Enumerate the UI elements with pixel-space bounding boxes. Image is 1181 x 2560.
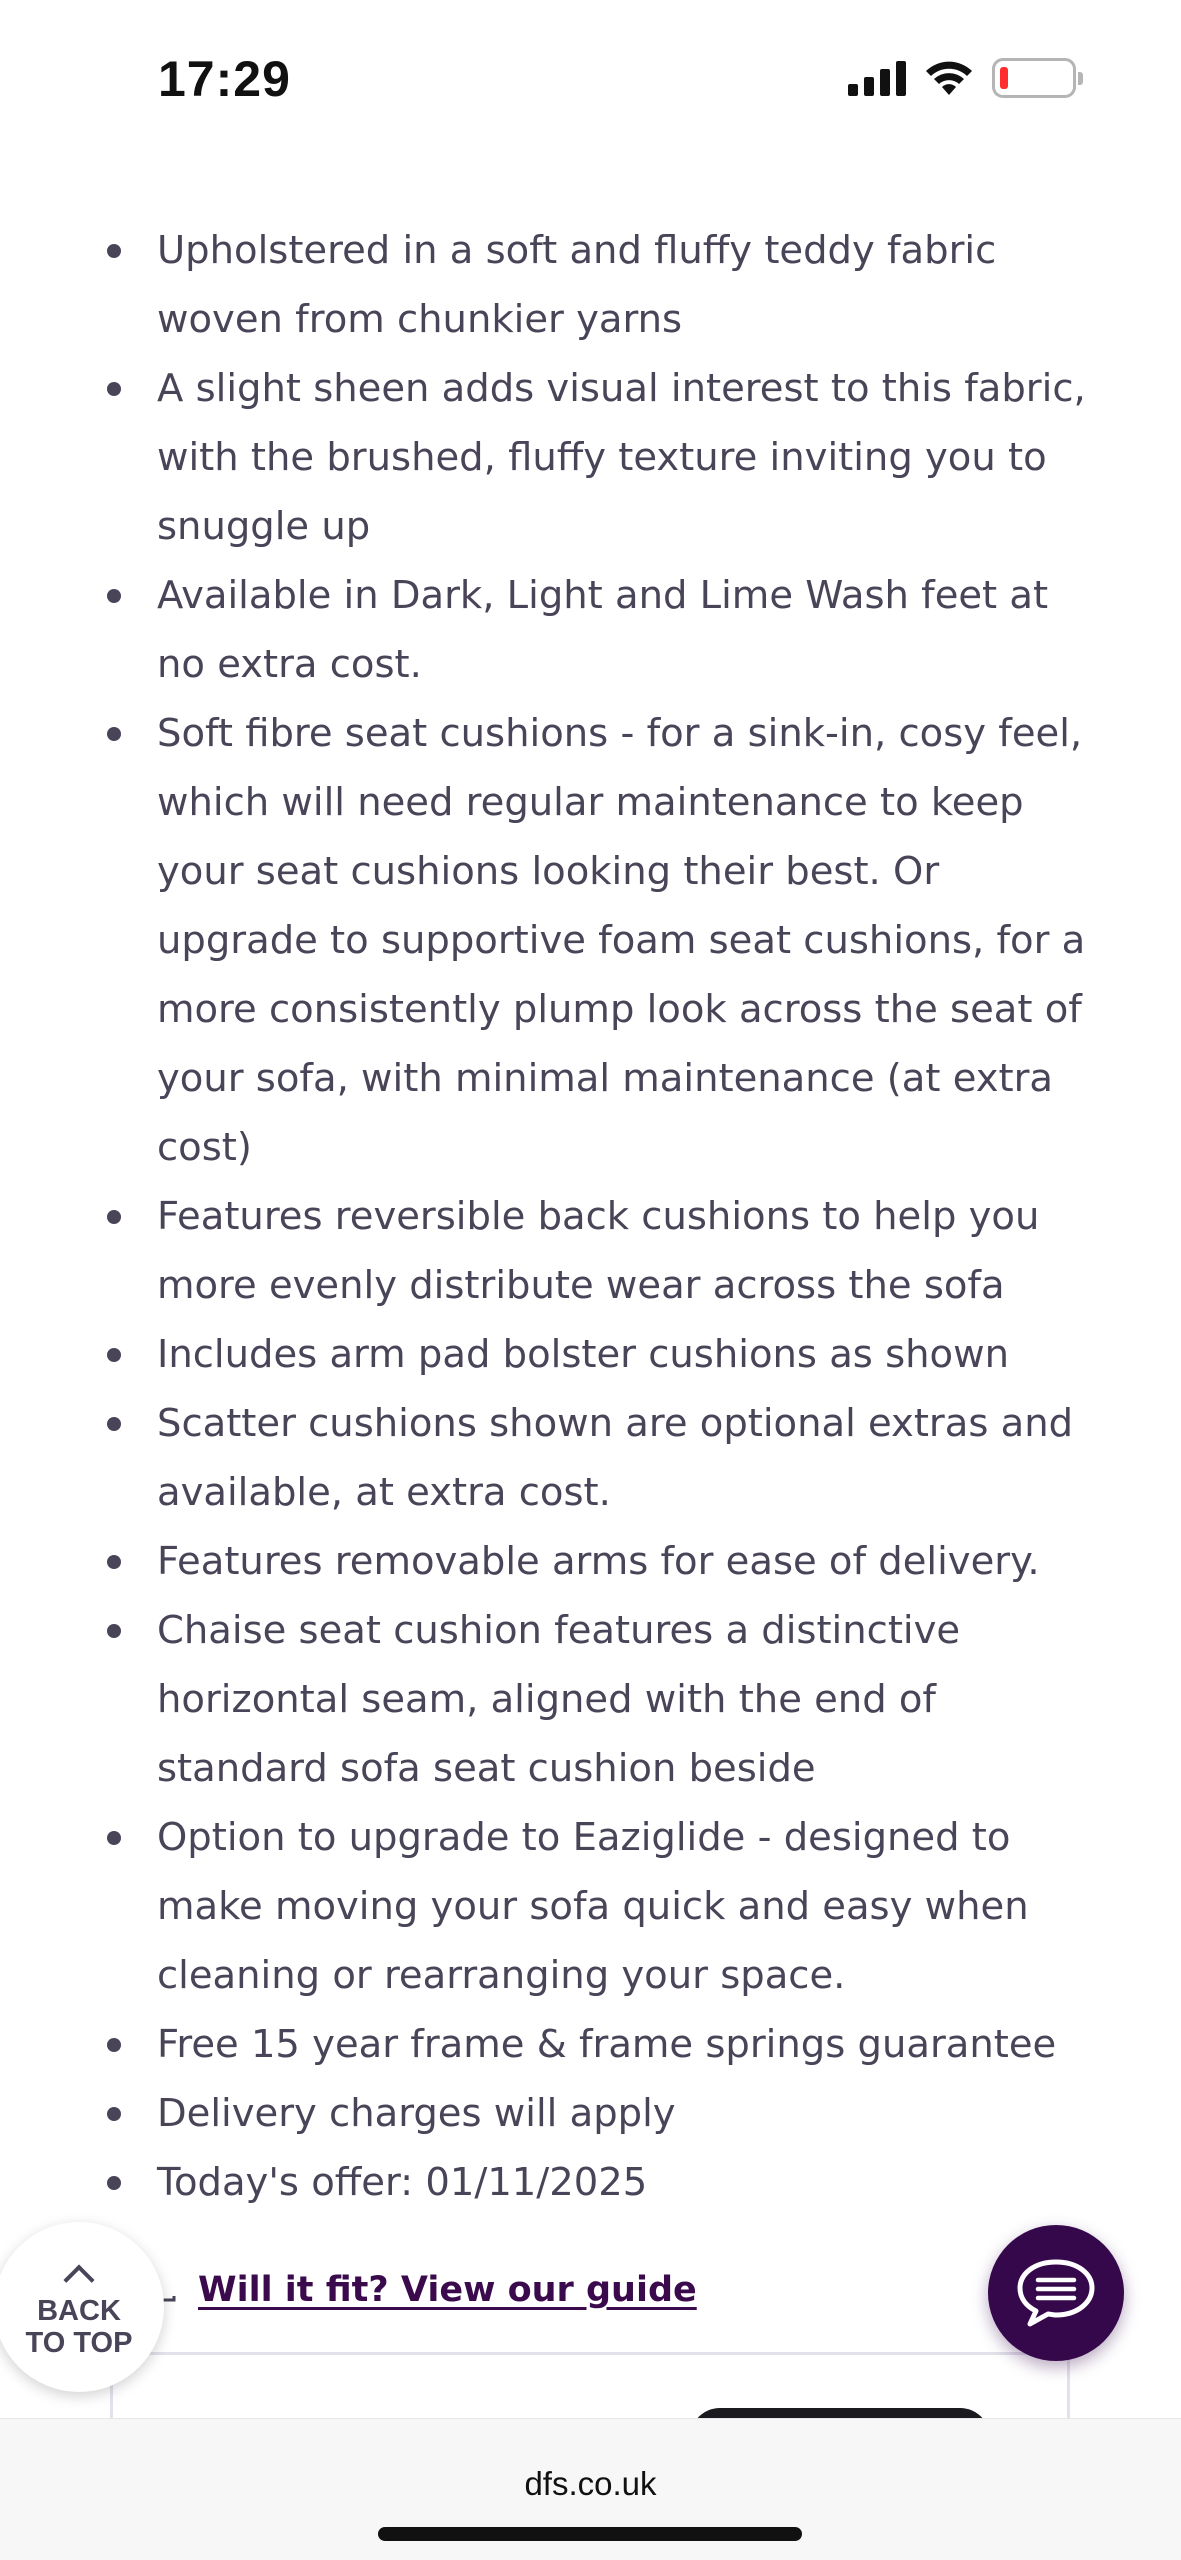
browser-address-bar[interactable] — [0, 2418, 1181, 2560]
chevron-up-icon — [63, 2264, 94, 2295]
feature-item: Option to upgrade to Eaziglide - designed to make moving your sofa quick and easy when cleaning or rearranging your space. — [0, 1803, 1181, 2010]
feature-item: Includes arm pad bolster cushions as shown — [0, 1320, 1181, 1389]
battery-icon — [992, 58, 1076, 98]
product-features-list — [0, 216, 1181, 2217]
feature-item: Features removable arms for ease of delivery. — [0, 1527, 1181, 1596]
feature-item: Today's offer: 01/11/2025 — [0, 2148, 1181, 2217]
status-icons — [848, 58, 1076, 98]
home-indicator[interactable] — [378, 2527, 802, 2541]
feature-item: Chaise seat cushion features a distinctive horizontal seam, aligned with the end of standard sofa seat cushion beside — [0, 1596, 1181, 1803]
status-bar — [0, 0, 1181, 150]
feature-item: Upholstered in a soft and fluffy teddy fabric woven from chunkier yarns — [0, 216, 1181, 354]
feature-item: Scatter cushions shown are optional extras and available, at extra cost. — [0, 1389, 1181, 1527]
chat-bubble-icon — [1014, 2256, 1098, 2330]
feature-item: Available in Dark, Light and Lime Wash feet at no extra cost. — [0, 561, 1181, 699]
feature-item: Delivery charges will apply — [0, 2079, 1181, 2148]
battery-level — [1000, 67, 1008, 89]
url-text[interactable]: dfs.co.uk — [524, 2465, 657, 2502]
back-to-top-line2: TO TOP — [25, 2327, 133, 2359]
back-to-top-button[interactable] — [0, 2222, 164, 2392]
fit-guide-link[interactable]: Will it fit? View our guide — [198, 2270, 697, 2310]
feature-item: Free 15 year frame & frame springs guarantee — [0, 2010, 1181, 2079]
feature-item: Features reversible back cushions to help you more evenly distribute wear across the sofa — [0, 1182, 1181, 1320]
status-time: 17:29 — [158, 51, 291, 107]
feature-item: Soft fibre seat cushions - for a sink-in, cosy feel, which will need regular maintenance to keep your seat cushions looking their best. Or upgrade to supportive foam seat cushions, for a more consistently plump look across the seat of your sofa, with minimal maintenance (at extra cost) — [0, 699, 1181, 1182]
chat-button[interactable] — [988, 2225, 1124, 2361]
feature-item: A slight sheen adds visual interest to this fabric, with the brushed, fluffy texture inviting you to snuggle up — [0, 354, 1181, 561]
fit-guide-row[interactable] — [118, 2270, 697, 2310]
back-to-top-line1: BACK — [37, 2295, 121, 2327]
cellular-signal-icon — [848, 60, 906, 96]
wifi-icon — [924, 59, 974, 97]
